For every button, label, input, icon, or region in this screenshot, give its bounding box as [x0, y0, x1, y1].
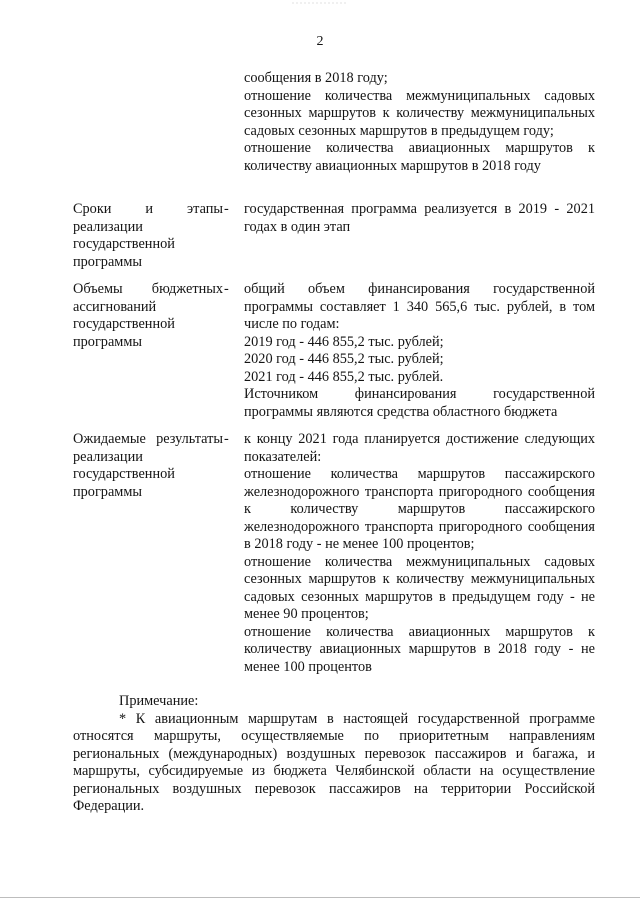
footnote-title: Примечание:	[119, 693, 199, 709]
scan-edge-line	[0, 897, 640, 899]
row-paragraph: 2019 год - 446 855,2 тыс. рублей;	[244, 333, 444, 350]
row-label: Ожидаемые результаты реализации государственной программы	[73, 431, 223, 500]
row-paragraph: государственная программа реализуется в 2019 - 2021 годах в один этап	[244, 201, 595, 235]
row-dash: -	[224, 431, 229, 447]
page-number: 2	[316, 34, 324, 49]
intro-paragraph: отношение количества межмуниципальных садовых сезонных маршрутов к количеству межмуниципальных садовых сезонных маршрутов в предыдущем году;	[244, 87, 595, 139]
row-paragraph: отношение количества межмуниципальных садовых сезонных маршрутов к количеству межмуниципальных садовых сезонных маршрутов в предыдущем году - не менее 90 процентов;	[244, 553, 595, 622]
row-dash: -	[224, 201, 229, 217]
footnote-body: * К авиационным маршрутам в настоящей государственной программе относятся маршруты, осуществляемые по приоритетным направлениям региональных (международных) воздушных перевозок пассажиров и багажа, и маршруты, субсидируемые из бюджета Челябинской области на осуществление региональных воздушных перевозок пассажиров на территории Российской Федерации.	[73, 710, 595, 814]
intro-paragraph: сообщения в 2018 году;	[244, 70, 388, 86]
intro-paragraph: отношение количества авиационных маршрутов к количеству авиационных маршрутов в 2018 году	[244, 140, 595, 174]
row-paragraph: 2021 год - 446 855,2 тыс. рублей.	[244, 368, 444, 385]
row-dash: -	[224, 281, 229, 297]
row-paragraph: общий объем финансирования государственной программы составляет 1 340 565,6 тыс. рублей, в том числе по годам:	[244, 281, 595, 332]
row-paragraph: Источником финансирования государственной программы являются средства областного бюджета	[244, 386, 595, 420]
row-paragraph: 2020 год - 446 855,2 тыс. рублей;	[244, 351, 444, 367]
footnote-block	[73, 693, 595, 816]
intro-content	[244, 70, 595, 175]
row-content	[244, 431, 595, 676]
row-label: Объемы бюджетных ассигнований государственной программы	[73, 281, 223, 350]
row-content	[244, 281, 595, 421]
row-paragraph: к концу 2021 года планируется достижение следующих показателей:	[244, 431, 595, 465]
row-paragraph: отношение количества маршрутов пассажирского железнодорожного транспорта пригородного сообщения к количеству маршрутов пассажирского железнодорожного транспорта пригородного сообщения в 2018 году - не менее 100 процентов;	[244, 466, 595, 552]
row-content	[244, 201, 595, 236]
scan-artifact-mark	[290, 0, 350, 6]
row-paragraph: отношение количества авиационных маршрутов к количеству авиационных маршрутов в 2018 году - не менее 100 процентов	[244, 623, 595, 675]
row-label: Сроки и этапы реализации государственной программы	[73, 201, 223, 270]
